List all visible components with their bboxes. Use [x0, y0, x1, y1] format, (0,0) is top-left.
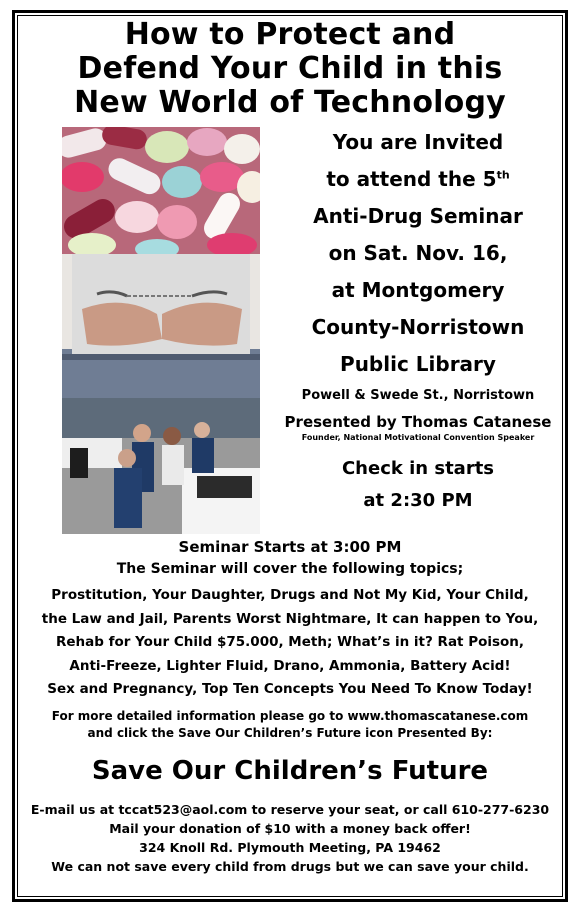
topic-line: Anti-Freeze, Lighter Fluid, Drano, Ammonia, Battery Acid!: [69, 657, 511, 674]
contact-line: Mail your donation of $10 with a money back offer!: [109, 821, 471, 836]
topic-line: Rehab for Your Child $75.000, Meth; What’s in it? Rat Poison,: [55, 634, 525, 650]
topic-line: the Law and Jail, Parents Worst Nightmare, It can happen to You,: [41, 610, 539, 627]
contact-line: 324 Knoll Rd. Plymouth Meeting, PA 19462: [139, 840, 441, 855]
topics-list: [20, 584, 560, 702]
organization-name: Save Our Children’s Future: [91, 756, 489, 786]
invite-line-text: to attend the 5: [326, 167, 497, 191]
contact-line: We can not save every child from drugs but we can save your child.: [51, 859, 529, 874]
handcuffs-photo: [62, 254, 260, 398]
ordinal-suffix: th: [496, 168, 510, 182]
invite-line: County-Norristown: [311, 315, 525, 339]
topic-line: Prostitution, Your Daughter, Drugs and Not My Kid, Your Child,: [51, 587, 529, 603]
invite-line: Public Library: [340, 352, 496, 376]
presenter-subtitle: Founder, National Motivational Convention Speaker: [301, 433, 535, 442]
police-arrest-photo: [62, 398, 260, 534]
title-line: Defend Your Child in this: [77, 51, 503, 86]
flyer-title: [20, 18, 560, 120]
title-line: New World of Technology: [74, 85, 506, 120]
checkin-time: at 2:30 PM: [363, 490, 473, 511]
invite-line: Anti-Drug Seminar: [313, 204, 523, 228]
more-info-line: For more detailed information please go to www.thomascatanese.com: [51, 709, 529, 723]
checkin-line: Check in starts: [341, 458, 495, 479]
contact-line: E-mail us at tccat523@aol.com to reserve your seat, or call 610-277-6230: [30, 802, 550, 817]
topic-line: Sex and Pregnancy, Top Ten Concepts You Need To Know Today!: [47, 681, 533, 697]
more-info: [20, 708, 560, 742]
invite-block: [268, 130, 568, 382]
library-address: Powell & Swede St., Norristown: [301, 388, 535, 403]
invite-line: at Montgomery: [331, 278, 505, 302]
seminar-start: Seminar Starts at 3:00 PM: [178, 538, 402, 556]
invite-line: You are Invited: [332, 130, 504, 154]
pills-photo: [62, 127, 260, 254]
more-info-line: and click the Save Our Children’s Future icon Presented By:: [87, 726, 493, 740]
presenter-line: Presented by Thomas Catanese: [284, 413, 552, 431]
contact-block: [20, 800, 560, 876]
topics-intro: The Seminar will cover the following topics;: [116, 561, 464, 577]
title-line: How to Protect and: [124, 17, 456, 52]
invite-line: [268, 167, 568, 204]
invite-line: on Sat. Nov. 16,: [328, 241, 508, 265]
